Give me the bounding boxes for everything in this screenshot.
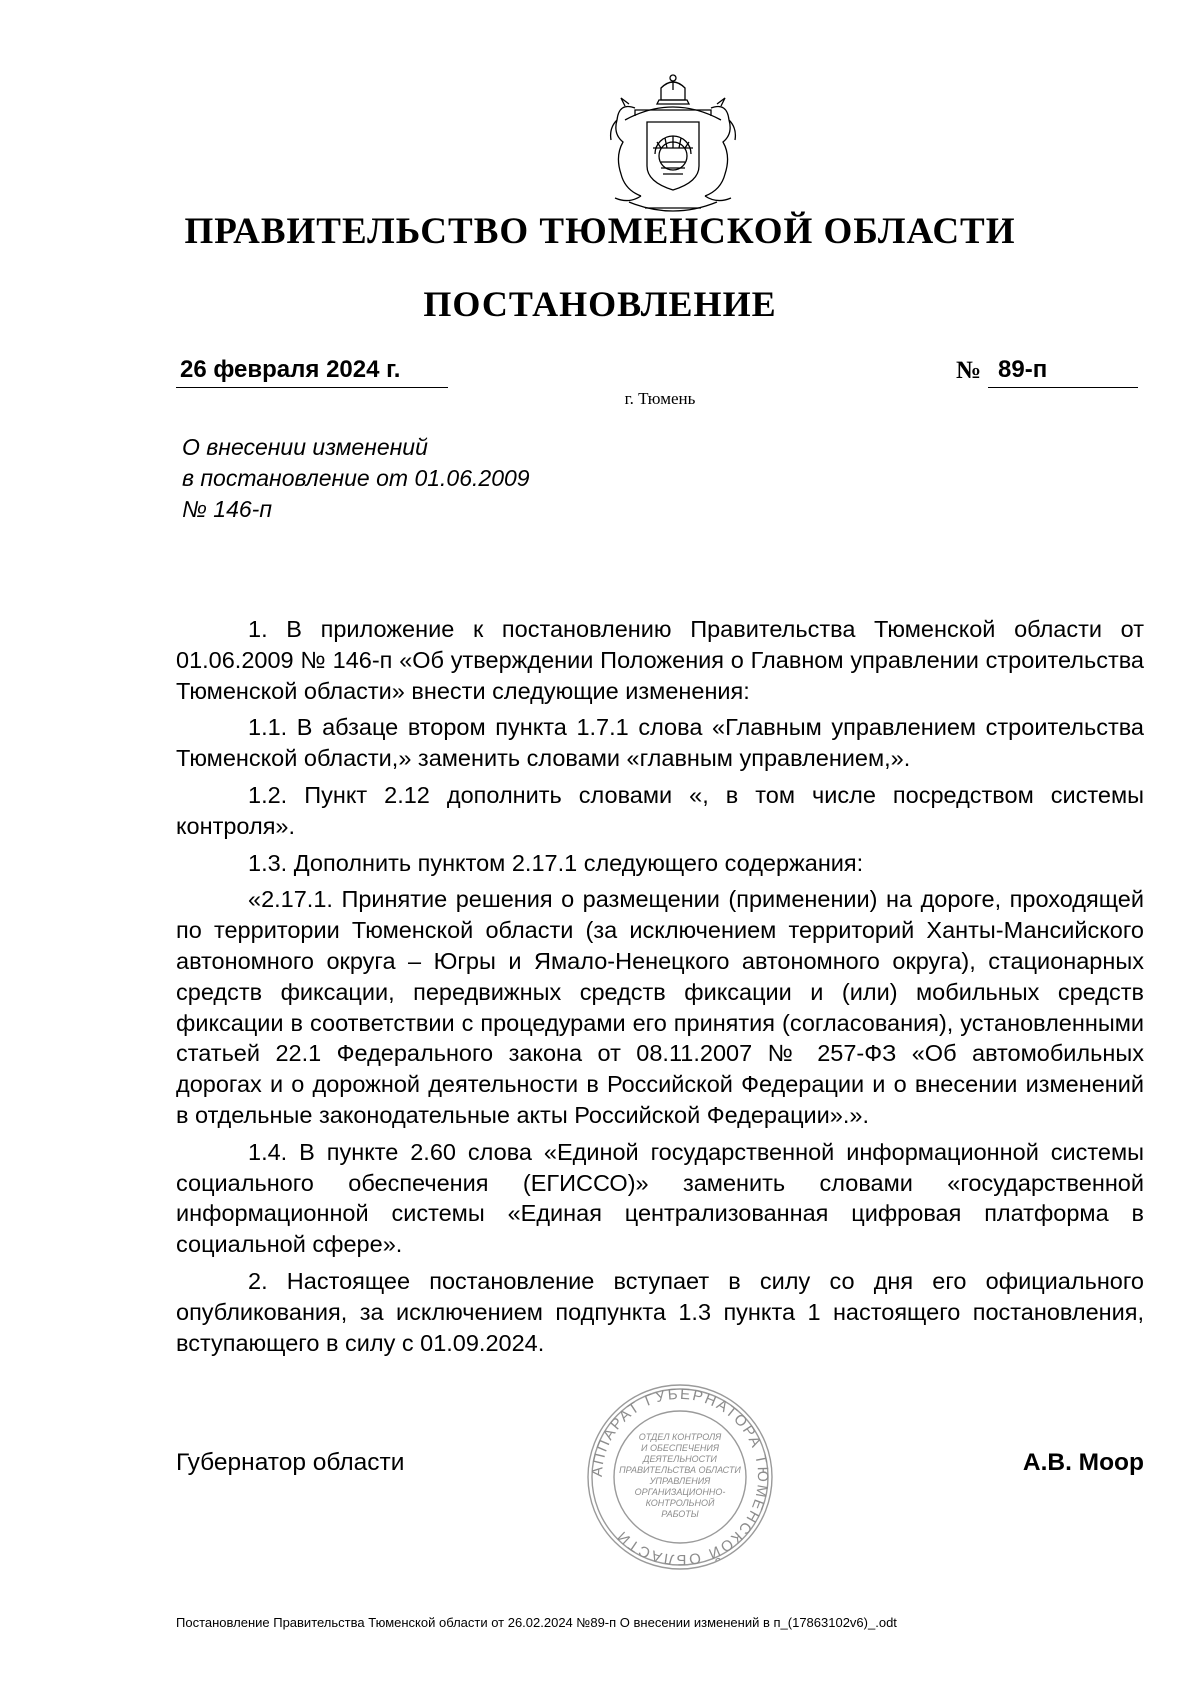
seal-inner-line: И ОБЕСПЕЧЕНИЯ [641, 1443, 719, 1453]
body-paragraph: 2. Настоящее постановление вступает в силу со дня его официального опубликования, за исключением подпункта 1.3 пункта 1 настоящего постановления, вступающего в силу с 01.09.2024. [176, 1267, 1144, 1356]
signatory-position: Губернатор области [176, 1449, 405, 1476]
seal-inner-line: ОТДЕЛ КОНТРОЛЯ [638, 1432, 722, 1442]
signatory-name: А.В. Моор [1022, 1449, 1144, 1476]
authority-title: ПРАВИТЕЛЬСТВО ТЮМЕНСКОЙ ОБЛАСТИ [184, 211, 1016, 252]
body-paragraph: 1.2. Пункт 2.12 дополнить словами «, в том числе посредством системы контроля». [176, 781, 1144, 839]
document-type-title: ПОСТАНОВЛЕНИЕ [423, 284, 777, 324]
subject-line: О внесении изменений [182, 434, 428, 460]
body-paragraph: 1.1. В абзаце втором пункта 1.7.1 слова «Главным управлением строительства Тюменской области,» заменить словами «главным управлением,». [176, 714, 1144, 772]
document-body [176, 614, 1144, 1364]
subject-line: № 146-п [182, 496, 272, 522]
document-date-value: 26 февраля 2024 г. [180, 356, 401, 383]
seal-inner-line: ОРГАНИЗАЦИОННО- [634, 1487, 726, 1497]
document-number-value: 89-п [998, 356, 1048, 383]
seal-inner-line: ПРАВИТЕЛЬСТВА ОБЛАСТИ [619, 1465, 741, 1475]
seal-inner-line: ДЕЯТЕЛЬНОСТИ [643, 1454, 717, 1464]
document-number [988, 356, 1138, 388]
body-paragraph: 1. В приложение к постановлению Правительства Тюменской области от 01.06.2009 № 146-п «Об утверждении Положения о Главном управлении строительства Тюменской области» внести следующие изменения: [176, 616, 1144, 704]
seal-inner-line: КОНТРОЛЬНОЙ [645, 1498, 715, 1508]
document-footer: Постановление Правительства Тюменской области от 26.02.2024 №89-п О внесении изменений в п_(17863102v6)_.odt [176, 1615, 897, 1630]
seal-inner-line: УПРАВЛЕНИЯ [649, 1476, 711, 1486]
document-date [176, 356, 448, 388]
document-number-label: № [956, 357, 982, 384]
subject-line: в постановление от 01.06.2009 [182, 465, 530, 491]
coat-of-arms-icon [595, 70, 751, 220]
body-paragraph: «2.17.1. Принятие решения о размещении (применении) на дороге, проходящей по территории Тюменской области (за исключением территорий Ханты-Мансийского автономного округа – Югры и Ямало-Ненецкого автономного округа), стационарных средств фиксации, передвижных средств фиксации и (или) мобильных средств фиксации в соответствии с процедурами его принятия (согласования), установленными статьей 22.1 Федерального закона от 08.11.2007 № 257-ФЗ «Об автомобильных дорогах и о дорожной деятельности в Российской Федерации и о внесении изменений в отдельные законодательные акты Российской Федерации».». [176, 886, 1144, 1128]
document-subject [182, 432, 782, 525]
seal-inner-line: РАБОТЫ [661, 1509, 699, 1519]
official-seal-stamp [585, 1382, 775, 1572]
body-paragraph: 1.4. В пункте 2.60 слова «Единой государственной информационной системы социального обеспечения (ЕГИССО)» заменить словами «государственной информационной системы «Единая централизованная цифровая платформа в социальной сфере». [176, 1138, 1144, 1258]
document-city: г. Тюмень [624, 389, 696, 408]
seal-outer-text: АППАРАТ ГУБЕРНАТОРА ТЮМЕНСКОЙ ОБЛАСТИ [588, 1385, 772, 1569]
body-paragraph: 1.3. Дополнить пунктом 2.17.1 следующего содержания: [248, 849, 864, 876]
